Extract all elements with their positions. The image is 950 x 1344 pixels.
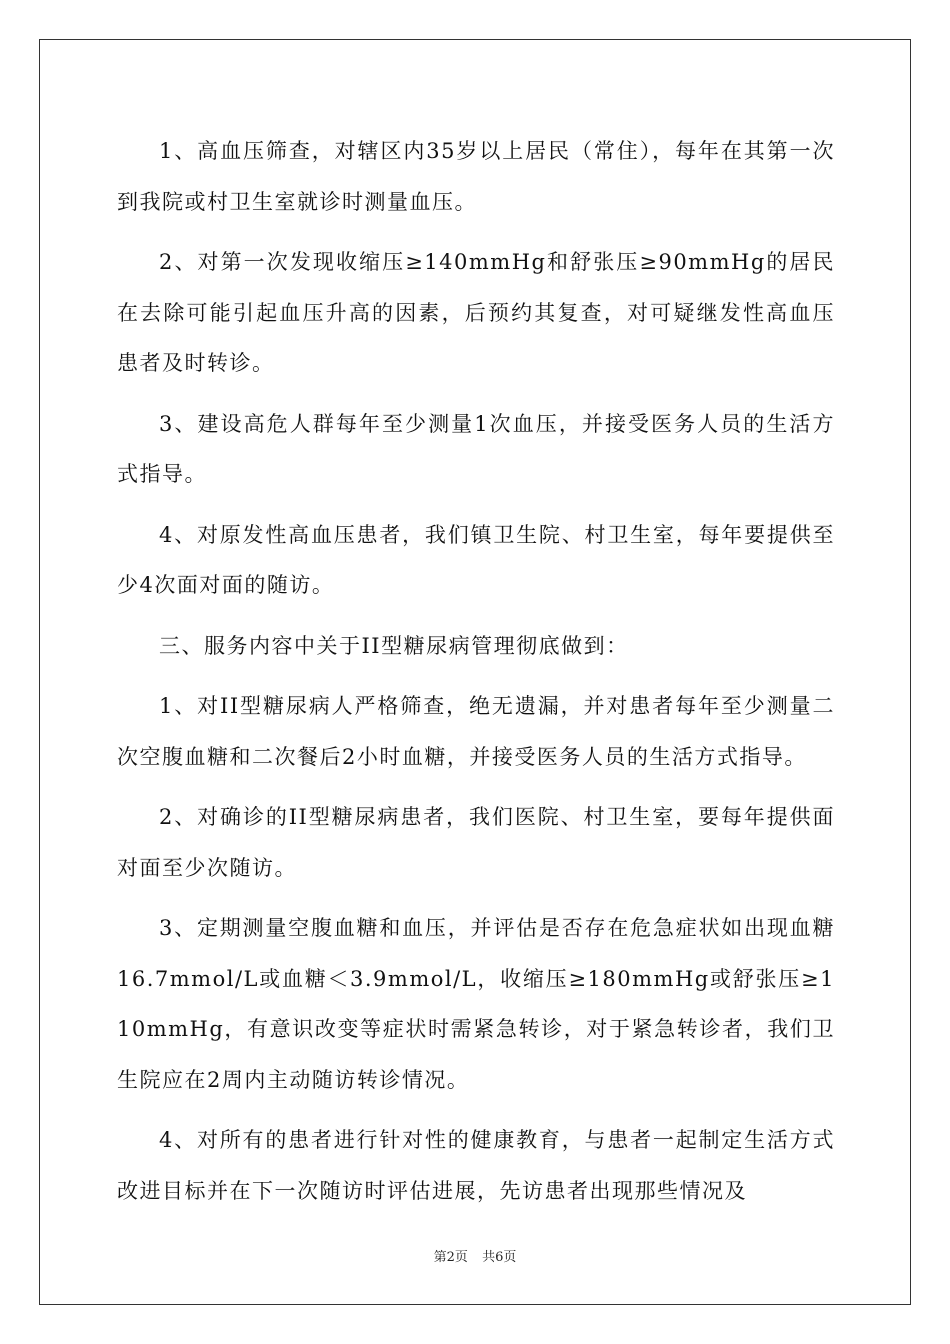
page-total: 共6页 bbox=[482, 1250, 517, 1265]
paragraph-diabetes-screening: 1、对II型糖尿病人严格筛查，绝无遗漏，并对患者每年至少测量二次空腹血糖和二次餐后2小时血糖，并接受医务人员的生活方式指导。 bbox=[117, 694, 835, 769]
paragraph-diabetes-followup: 2、对确诊的II型糖尿病患者，我们医院、村卫生室，要每年提供面对面至少次随访。 bbox=[117, 805, 835, 880]
page-number: 第2页 bbox=[433, 1250, 468, 1265]
paragraph-hypertension-screening: 1、高血压筛查，对辖区内35岁以上居民（常住），每年在其第一次到我院或村卫生室就诊时测量血压。 bbox=[117, 139, 835, 214]
paragraph-hypertension-referral: 2、对第一次发现收缩压≥140mmHg和舒张压≥90mmHg的居民在去除可能引起血压升高的因素，后预约其复查，对可疑继发性高血压患者及时转诊。 bbox=[117, 250, 835, 375]
paragraph-health-education: 4、对所有的患者进行针对性的健康教育，与患者一起制定生活方式改进目标并在下一次随访时评估进展，先访患者出现那些情况及 bbox=[117, 1128, 835, 1203]
paragraph-emergency-referral: 3、定期测量空腹血糖和血压，并评估是否存在危急症状如出现血糖16.7mmol/L或血糖＜3.9mmol/L，收缩压≥180mmHg或舒张压≥110mmHg，有意识改变等症状时需紧急转诊，对于紧急转诊者，我们卫生院应在2周内主动随访转诊情况。 bbox=[117, 916, 835, 1092]
paragraph-high-risk-measurement: 3、建设高危人群每年至少测量1次血压，并接受医务人员的生活方式指导。 bbox=[117, 411, 835, 486]
document-body bbox=[117, 126, 835, 1226]
section-heading-diabetes: 三、服务内容中关于II型糖尿病管理彻底做到： bbox=[159, 633, 629, 658]
page-footer bbox=[0, 1246, 950, 1265]
paragraph-hypertension-followup: 4、对原发性高血压患者，我们镇卫生院、村卫生室，每年要提供至少4次面对面的随访。 bbox=[117, 522, 835, 597]
